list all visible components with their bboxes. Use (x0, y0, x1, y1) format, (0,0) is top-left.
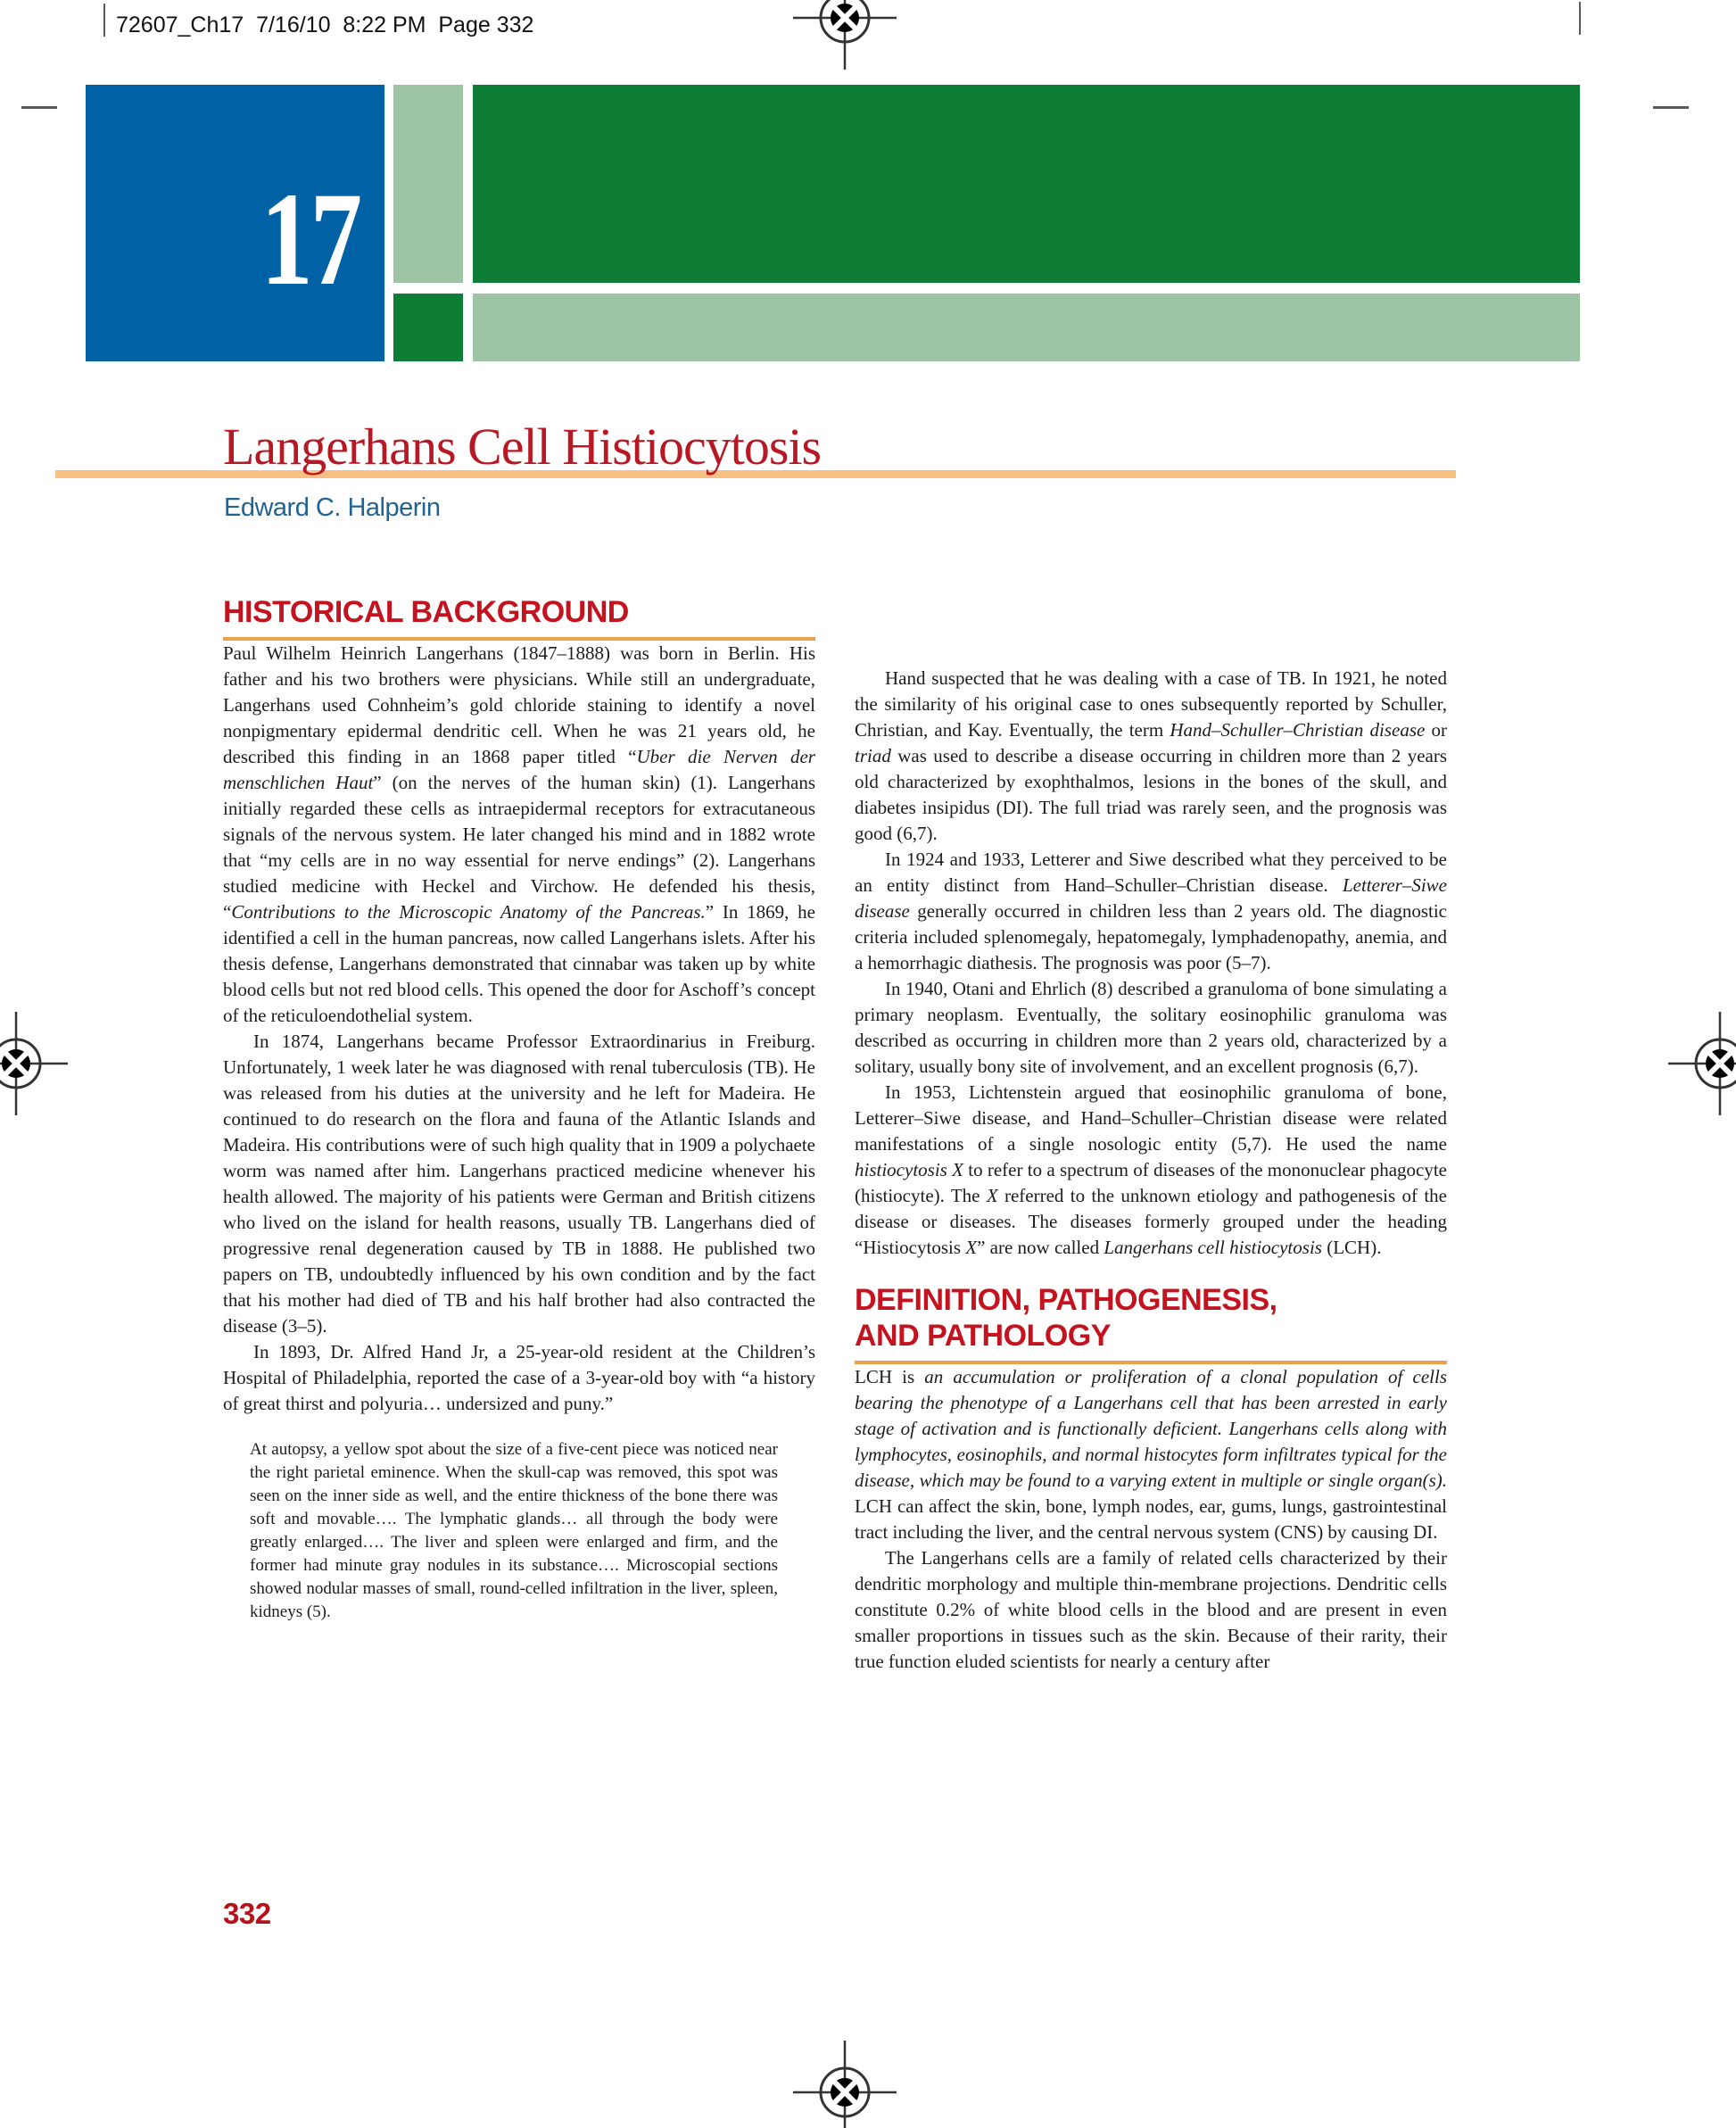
paragraph: In 1953, Lichtenstein argued that eosinophilic granuloma of bone, Letterer–Siwe disease, and Hand–Schuller–Christian disease were related manifestations of a single nosologic entity (5,7). He used the name histiocytosis X to refer to a spectrum of diseases of the mononuclear phagocyte (histiocyte). The X referred to the unknown etiology and pathogenesis of the disease or diseases. The diseases formerly grouped under the heading “Histiocytosis X” are now called Langerhans cell histiocytosis (LCH). (855, 1081, 1447, 1258)
section-heading-definition-line2: AND PATHOLOGY (855, 1319, 1111, 1353)
paragraph: LCH is an accumulation or proliferation of a clonal population of cells bearing the phenotype of a Langerhans cell that has been arrested in early stage of activation and is functionally deficient. Langerhans cells along with lymphocytes, eosinophils, and normal histocytes form infiltrates typical for the disease, which may be found to a varying extent in multiple or single organ(s). LCH can affect the skin, bone, lymph nodes, ear, gums, lungs, gastrointestinal tract including the liver, and the central nervous system (CNS) by causing DI. (855, 1366, 1447, 1543)
green-square (393, 294, 463, 361)
chapter-number: 17 (260, 165, 360, 313)
green-strip (393, 85, 463, 283)
paragraph: In 1924 and 1933, Letterer and Siwe described what they perceived to be an entity distinct from Hand–Schuller–Christian disease. Letterer–Siwe disease generally occurred in children less than 2 years old. The diagnostic criteria included splenomegaly, hepatomegaly, lymphadenopathy, anemia, and a hemorrhagic diathesis. The prognosis was poor (5–7). (855, 849, 1447, 973)
crop-mark-top-left-vertical (103, 4, 105, 37)
right-column (855, 594, 1447, 1675)
crop-mark-top-left-horizontal (21, 106, 57, 109)
paragraph: In 1893, Dr. Alfred Hand Jr, a 25-year-old resident at the Children’s Hospital of Philadelphia, reported the case of a 3-year-old boy with “a history of great thirst and polyuria… undersized and puny.” (223, 1341, 815, 1414)
block-quote: At autopsy, a yellow spot about the size of a five-cent piece was noticed near the right parietal eminence. When the skull-cap was removed, this spot was seen on the inner side as well, and the entire thickness of the bone there was soft and movable…. The lymphatic glands… all through the body were greatly enlarged…. The liver and spleen were enlarged and firm, and the former had minute gray nodules in its substance…. Microscopial sections showed nodular masses of small, round-celled infiltration in the liver, spleen, kidneys (5). (250, 1440, 778, 1621)
paragraph: In 1874, Langerhans became Professor Extraordinarius in Freiburg. Unfortunately, 1 week later he was diagnosed with renal tuberculosis (TB). He was released from his duties at the university and he left for Madeira. He continued to do research on the flora and fauna of the Atlantic Islands and Madeira. His contributions were of such high quality that in 1909 a polychaete worm was named after him. Langerhans practiced medicine whenever his health allowed. The majority of his patients were German and British citizens who lived on the island for health reasons, usually TB. Langerhans died of progressive renal degeneration caused by TB in 1888. He published two papers on TB, undoubtedly influenced by his own condition and by the fact that his mother had died of TB and his half brother had also contracted the disease (3–5). (223, 1031, 815, 1337)
printer-header-text: 72607_Ch17 7/16/10 8:22 PM Page 332 (116, 12, 534, 37)
section-heading-definition-wrap (855, 1282, 1447, 1364)
left-column (223, 594, 815, 1624)
paragraph: Paul Wilhelm Heinrich Langerhans (1847–1888) was born in Berlin. His father and his two brothers were physicians. While still an undergraduate, Langerhans used Cohnheim’s gold chloride staining to identify a novel nonpigmentary epidermal dendritic cell. When he was 21 years old, he described this finding in an 1868 paper titled “Uber die Nerven der menschlichen Haut” (on the nerves of the human skin) (1). Langerhans initially regarded these cells as intraepidermal receptors for extracutaneous signals of the nervous system. He later changed his mind and in 1882 wrote that “my cells are in no way essential for nerve endings” (2). Langerhans studied medicine with Heckel and Virchow. He defended his thesis, “Contributions to the Microscopic Anatomy of the Pancreas.” In 1869, he identified a cell in the human pancreas, now called Langerhans islets. After his thesis defense, Langerhans demonstrated that cinnabar was taken up by white blood cells but not red blood cells. This opened the door for Aschoff’s concept of the reticuloendothelial system. (223, 642, 815, 1026)
registration-mark-bottom-center (791, 2039, 898, 2128)
registration-mark-top-center (791, 0, 898, 71)
paragraph: In 1940, Otani and Ehrlich (8) described a granuloma of bone simulating a primary neoplasm. Eventually, the solitary eosinophilic granuloma was described as occurring in children more than 2 years old, characterized by a solitary, usually bony site of involvement, and an excellent prognosis (6,7). (855, 978, 1447, 1077)
section-heading-definition-line1: DEFINITION, PATHOGENESIS, (855, 1283, 1277, 1317)
chapter-author: Edward C. Halperin (224, 493, 441, 522)
green-banner (473, 85, 1580, 283)
chapter-title: Langerhans Cell Histiocytosis (223, 418, 822, 476)
paragraph: The Langerhans cells are a family of related cells characterized by their dendritic morphology and multiple thin-membrane projections. Dendritic cells constitute 0.2% of white blood cells in the blood and are present in even smaller proportions in tissues such as the skin. Because of their rarity, their true function eluded scientists for nearly a century after (855, 1547, 1447, 1672)
crop-mark-top-right-horizontal (1653, 106, 1689, 109)
chapter-number-block (86, 85, 384, 361)
page-number: 332 (223, 1897, 271, 1930)
green-bar (473, 294, 1580, 361)
section-heading-historical-background: HISTORICAL BACKGROUND (223, 595, 629, 629)
registration-mark-right (1666, 1010, 1736, 1117)
paragraph: Hand suspected that he was dealing with a case of TB. In 1921, he noted the similarity of his original case to ones subsequently reported by Schuller, Christian, and Kay. Eventually, the term Hand–Schuller–Christian disease or triad was used to describe a disease occurring in children more than 2 years old characterized by exophthalmos, lesions in the bones of the skull, and diabetes insipidus (DI). The full triad was rarely seen, and the prognosis was good (6,7). (855, 667, 1448, 844)
crop-mark-top-right-vertical (1579, 2, 1581, 35)
registration-mark-left (0, 1010, 70, 1117)
